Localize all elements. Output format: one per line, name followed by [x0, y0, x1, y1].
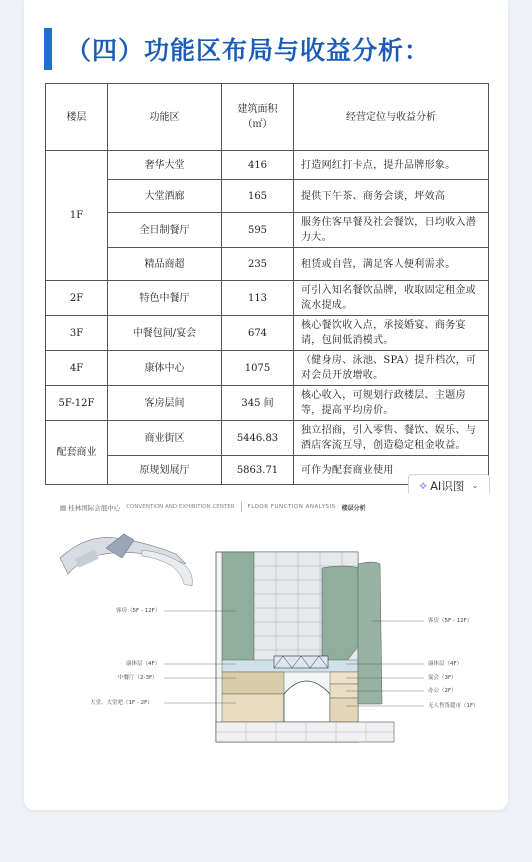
table-row: [46, 180, 489, 213]
area-cell: 113: [222, 281, 294, 316]
figure-header-divider: [241, 502, 242, 512]
table-row: [46, 151, 489, 180]
figure-header: [60, 500, 366, 514]
header-area: [222, 84, 294, 151]
header-floor: 楼层: [46, 84, 108, 151]
rooms-zone-left: [222, 552, 254, 662]
area-cell: 595: [222, 213, 294, 248]
building-section-drawing: [46, 494, 494, 774]
heading-accent-bar: [44, 28, 52, 70]
table-row: [46, 421, 489, 456]
analysis-cell: 打造网红打卡点，提升品牌形象。: [294, 151, 489, 180]
floor-cell: 配套商业: [46, 421, 108, 485]
site-plan-thumbnail: [60, 534, 192, 586]
table-row: [46, 281, 489, 316]
header-area-line1: 建筑面积: [237, 104, 278, 115]
analysis-cell: 核心餐饮收入点，承接婚宴、商务宴请，包间低消模式。: [294, 316, 489, 351]
store-zone: [330, 698, 358, 722]
figure-section-en: FLOOR FUNCTION ANALYSIS: [247, 504, 336, 510]
table-row: [46, 386, 489, 421]
label-right-store: 无人售货超市（1F）: [428, 703, 479, 709]
figure-logo-subtitle: CONVENTION AND EXHIBITION CENTER: [126, 504, 235, 510]
floor-cell: 3F: [46, 316, 108, 351]
analysis-cell: 服务住客早餐及社会餐饮，日均收入潜力大。: [294, 213, 489, 248]
label-left-rooms: 客房（5F - 12F）: [116, 608, 161, 614]
table-header-row: [46, 84, 489, 151]
area-cell: 165: [222, 180, 294, 213]
arch-opening: [284, 681, 330, 722]
zone-cell: 特色中餐厅: [108, 281, 222, 316]
label-right-office: 办公（2F）: [428, 688, 457, 694]
area-cell: 674: [222, 316, 294, 351]
area-cell: 345 间: [222, 386, 294, 421]
figure-logo: ▤ 桂林国际会展中心: [60, 503, 121, 512]
table-row: [46, 213, 489, 248]
ai-button-label: AI识图: [430, 478, 465, 493]
label-right-fitness: 康体层（4F）: [428, 661, 463, 667]
header-area-line2: （㎡）: [242, 119, 273, 130]
zone-cell: 原规划展厅: [108, 456, 222, 485]
area-cell: 5446.83: [222, 421, 294, 456]
floor-function-figure: [46, 494, 494, 774]
section-title: （四）功能区布局与收益分析：: [66, 36, 431, 65]
analysis-cell: 租赁或自营，满足客人便利需求。: [294, 248, 489, 281]
lobby-zone: [222, 694, 284, 722]
floor-cell: 5F-12F: [46, 386, 108, 421]
truss-bridge: [274, 656, 328, 668]
zone-cell: 客房层间: [108, 386, 222, 421]
label-left-lobby: 大堂、大堂吧（1F - 2F）: [90, 700, 153, 706]
zone-cell: 全日制餐厅: [108, 213, 222, 248]
restaurant-zone: [222, 672, 284, 694]
function-zone-table: [45, 83, 489, 485]
area-cell: 1075: [222, 351, 294, 386]
analysis-cell: 核心收入，可规划行政楼层、主题房等，提高平均房价。: [294, 386, 489, 421]
analysis-cell: 可作为配套商业使用: [294, 456, 489, 485]
area-cell: 416: [222, 151, 294, 180]
floor-cell: 1F: [46, 151, 108, 281]
floor-cell: 2F: [46, 281, 108, 316]
header-analysis: 经营定位与收益分析: [294, 84, 489, 151]
analysis-cell: 可引入知名餐饮品牌，收取固定租金或流水提成。: [294, 281, 489, 316]
zone-cell: 大堂酒廊: [108, 180, 222, 213]
zone-cell: 精品商超: [108, 248, 222, 281]
label-right-rooms: 客房（5F - 12F）: [428, 618, 473, 624]
label-left-fitness: 康体层（4F）: [126, 661, 161, 667]
figure-section-cn: 楼层分析: [341, 504, 366, 512]
chevron-down-icon: ⌄: [471, 480, 479, 491]
ai-sparkle-icon: ⟡: [419, 478, 428, 492]
area-cell: 5863.71: [222, 456, 294, 485]
label-right-banquet: 宴会（3F）: [428, 675, 457, 681]
table-row: [46, 351, 489, 386]
area-cell: 235: [222, 248, 294, 281]
analysis-cell: （健身房、泳池、SPA）提升档次，可对会员开放增收。: [294, 351, 489, 386]
floor-cell: 4F: [46, 351, 108, 386]
zone-cell: 中餐包间/宴会: [108, 316, 222, 351]
analysis-cell: 提供下午茶、商务会谈，坪效高: [294, 180, 489, 213]
zone-cell: 奢华大堂: [108, 151, 222, 180]
analysis-cell: 独立招商，引入零售、餐饮、娱乐、与酒店客流互导，创造稳定租金收益。: [294, 421, 489, 456]
rooms-zone-right: [322, 566, 360, 662]
zone-cell: 商业街区: [108, 421, 222, 456]
table-row: [46, 316, 489, 351]
header-zone: 功能区: [108, 84, 222, 151]
table-row: [46, 248, 489, 281]
zone-cell: 康体中心: [108, 351, 222, 386]
label-left-restaurant: 中餐厅（2-3F）: [118, 675, 158, 681]
section-heading: [44, 28, 484, 70]
